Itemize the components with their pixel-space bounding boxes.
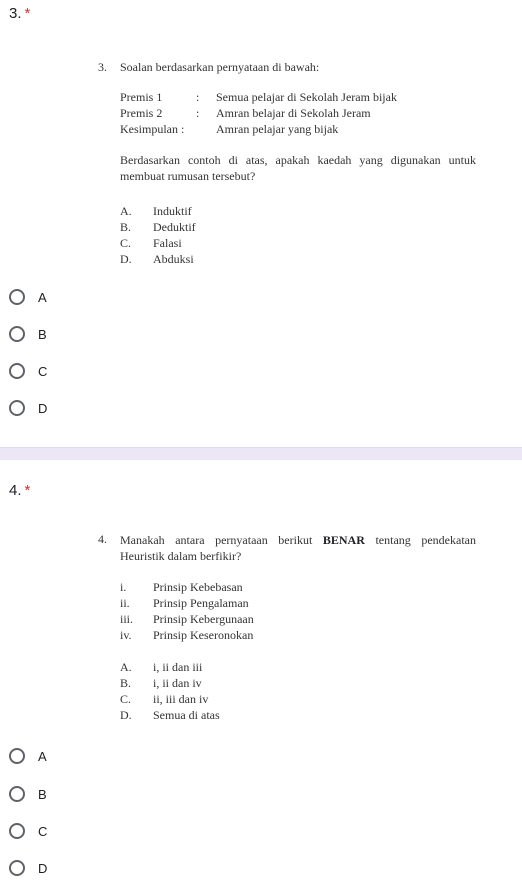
option-label: C xyxy=(38,823,48,839)
question-4-title xyxy=(9,482,30,499)
option-label: B xyxy=(38,786,47,802)
radio-circle-icon[interactable] xyxy=(9,786,25,802)
conclusion-label: Kesimpulan : xyxy=(120,122,185,136)
statement-num: ii. xyxy=(120,596,130,610)
premise-text: Semua pelajar di Sekolah Jeram bijak xyxy=(216,90,397,104)
statement-num: iv. xyxy=(120,628,132,642)
statement-num: i. xyxy=(120,580,127,594)
statement-text: Prinsip Kebergunaan xyxy=(153,612,254,626)
option-label: C xyxy=(38,363,48,379)
statement-text: Prinsip Kebebasan xyxy=(153,580,243,594)
premise-sep: : xyxy=(196,106,200,120)
choice-text: i, ii dan iv xyxy=(153,676,202,690)
choice-letter: B. xyxy=(120,676,132,690)
choice-letter: A. xyxy=(120,660,132,674)
option-d[interactable] xyxy=(9,397,47,419)
choice-text: Deduktif xyxy=(153,220,196,234)
option-label: D xyxy=(38,400,48,416)
question-text-pre: Manakah antara pernyataan berikut xyxy=(120,533,313,547)
radio-circle-icon[interactable] xyxy=(9,748,25,764)
choice-letter: D. xyxy=(120,708,132,722)
scan-question-text xyxy=(120,532,476,564)
choice-text: Induktif xyxy=(153,204,192,218)
question-text-bold: BENAR xyxy=(322,533,365,547)
choice-text: i, ii dan iii xyxy=(153,660,203,674)
scan-question-text: Berdasarkan contoh di atas, apakah kaedah yang digunakan untuk membuat rumusan tersebut? xyxy=(120,153,476,183)
scan-prompt: Soalan berdasarkan pernyataan di bawah: xyxy=(120,60,320,74)
question-number: 4. xyxy=(9,482,22,499)
option-b[interactable] xyxy=(9,323,47,345)
premise-sep: : xyxy=(196,90,200,104)
required-asterisk: * xyxy=(24,5,31,22)
scan-question-number: 3. xyxy=(98,60,107,74)
conclusion-text: Amran pelajar yang bijak xyxy=(216,122,339,136)
option-label: A xyxy=(38,289,47,305)
statement-num: iii. xyxy=(120,612,134,626)
option-a[interactable] xyxy=(9,745,47,767)
premise-text: Amran belajar di Sekolah Jeram xyxy=(216,106,371,120)
question-number: 3. xyxy=(9,5,22,22)
radio-circle-icon[interactable] xyxy=(9,823,25,839)
question-4-card xyxy=(0,460,522,894)
radio-circle-icon[interactable] xyxy=(9,363,25,379)
choice-letter: B. xyxy=(120,220,132,234)
premise-label: Premis 2 xyxy=(120,106,163,120)
choice-letter: A. xyxy=(120,204,132,218)
option-d[interactable] xyxy=(9,857,47,879)
option-c[interactable] xyxy=(9,360,47,382)
question-text-post: tentang pendekatan Heuristik dalam berfikir? xyxy=(120,533,476,563)
choice-text: Abduksi xyxy=(153,252,194,266)
option-c[interactable] xyxy=(9,820,47,842)
statement-text: Prinsip Pengalaman xyxy=(153,596,249,610)
radio-circle-icon[interactable] xyxy=(9,289,25,305)
choice-letter: C. xyxy=(120,692,132,706)
option-label: B xyxy=(38,326,47,342)
option-label: D xyxy=(38,860,48,876)
scan-question-number: 4. xyxy=(98,532,107,546)
radio-circle-icon[interactable] xyxy=(9,326,25,342)
choice-text: Semua di atas xyxy=(153,708,220,722)
choice-text: Falasi xyxy=(153,236,182,250)
section-divider xyxy=(0,447,522,460)
radio-circle-icon[interactable] xyxy=(9,400,25,416)
option-a[interactable] xyxy=(9,286,47,308)
choice-text: ii, iii dan iv xyxy=(153,692,209,706)
statement-text: Prinsip Keseronokan xyxy=(153,628,254,642)
question-3-title xyxy=(9,5,30,22)
choice-letter: D. xyxy=(120,252,132,266)
option-label: A xyxy=(38,748,47,764)
option-b[interactable] xyxy=(9,783,47,805)
radio-circle-icon[interactable] xyxy=(9,860,25,876)
required-asterisk: * xyxy=(24,482,31,499)
choice-letter: C. xyxy=(120,236,132,250)
premise-label: Premis 1 xyxy=(120,90,163,104)
